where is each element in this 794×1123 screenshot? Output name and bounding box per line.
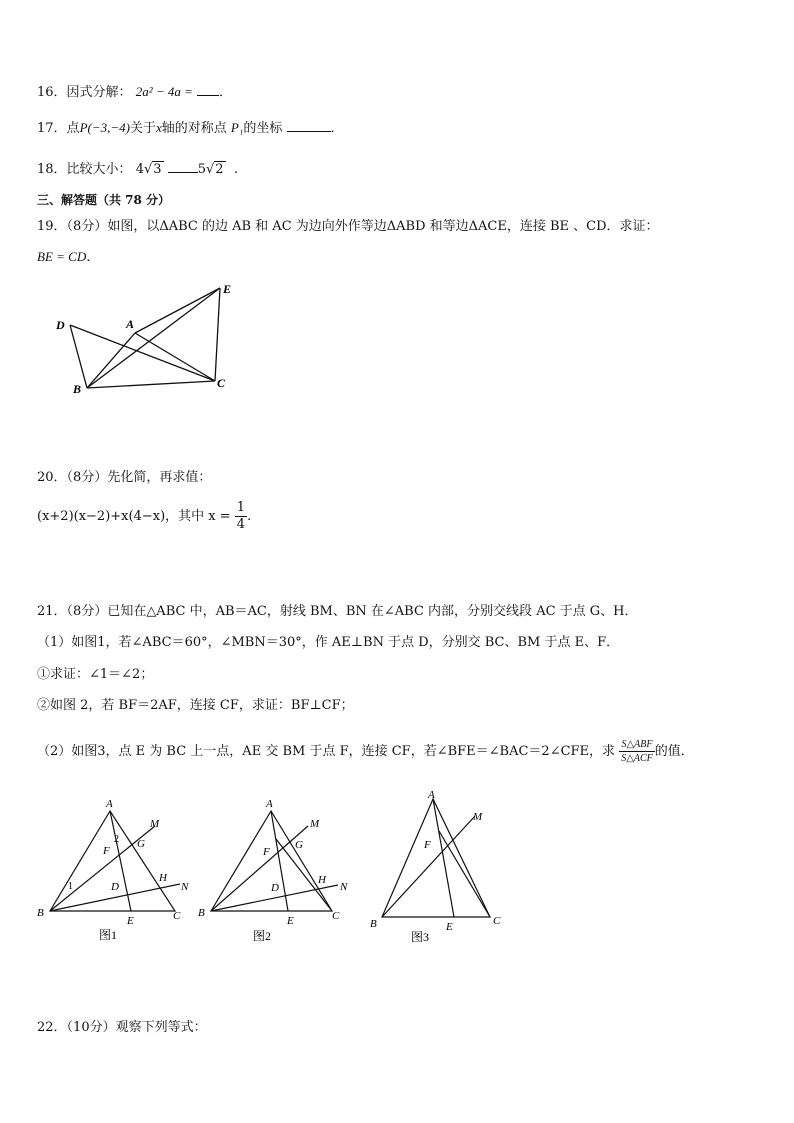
fig2-caption: 图2 (253, 929, 272, 943)
q18-left-coef: 4 (135, 162, 144, 177)
fig1-label-H: H (159, 872, 167, 884)
fig1-label-D: D (111, 881, 119, 893)
q19-line1: 19．（8分）如图，以ΔABC 的边 AB 和 AC 为边向外作等边ΔABD 和等边ΔACE，连接 BE 、CD．求证： (37, 219, 659, 234)
fig2-label-N: N (340, 881, 348, 893)
fig2-label-C: C (332, 910, 340, 922)
fig3-label-F: F (424, 839, 431, 851)
q18-end: . (233, 162, 238, 177)
q21-figure-2 (196, 792, 362, 947)
q19-figure (50, 280, 250, 400)
q17-number: 17． (37, 121, 67, 136)
fig1-label-A: A (106, 798, 113, 810)
fig1-label-C: C (173, 910, 181, 922)
q21-line3: ①求证：∠1＝∠2； (37, 667, 154, 682)
fig3-caption: 图3 (411, 930, 430, 944)
q18-right-radicand: 2 (215, 162, 224, 177)
q17-mid2: 轴的对称点 (161, 121, 227, 136)
fig1-angle-1: 1 (68, 881, 73, 892)
q18-answer-blank (168, 160, 198, 173)
q21-line4: ②如图 2，若 BF＝2AF，连接 CF，求证：BF⊥CF； (37, 698, 354, 713)
q17-mid: 关于 (129, 121, 156, 136)
q21-line1: 21．（8分）已知在△ABC 中，AB＝AC，射线 BM、BN 在∠ABC 内部，分别交线段 AC 于点 G、H． (37, 604, 638, 619)
fig3-label-B: B (370, 918, 377, 930)
q19-label-A: A (126, 317, 135, 331)
q19-line2: BE = CD． (37, 249, 100, 264)
fig2-label-D: D (271, 882, 279, 894)
question-17: 17．点P(−3,−4)关于x轴的对称点 P₁的坐标 ． (37, 120, 344, 136)
fig1-caption: 图1 (99, 928, 118, 942)
q20-line2 (37, 497, 251, 537)
q19-label-C: C (217, 376, 226, 390)
question-16: 16．因式分解： 2a² − 4a = ． (37, 84, 233, 100)
q17-post: 的坐标 (243, 121, 283, 136)
q20-line1: 20．（8分）先化简，再求值： (37, 470, 212, 485)
fig2-label-F: F (263, 846, 270, 858)
q21-figure-3 (366, 782, 516, 947)
q19-label-E: E (223, 282, 232, 296)
fig1-label-B: B (37, 907, 44, 919)
q17-axis: x (155, 120, 162, 135)
fig1-angle-2: 2 (114, 834, 119, 845)
q16-text: 因式分解： (66, 85, 132, 100)
q18-number: 18． (37, 162, 67, 177)
q21-figure-1 (34, 792, 200, 947)
fig1-label-N: N (181, 881, 189, 893)
q17-pre: 点 (66, 121, 80, 136)
q22-line1: 22．（10分）观察下列等式： (37, 1020, 207, 1035)
question-18: 18．比较大小： 4√3 5√2 . (37, 162, 238, 177)
fig2-label-E: E (287, 915, 294, 927)
q20-expression: (x+2)(x−2)+x(4−x)，其中 x = (37, 509, 231, 524)
fig2-label-G: G (295, 839, 303, 851)
fig2-label-A: A (266, 798, 273, 810)
q17-p1: P₁ (230, 120, 244, 135)
q16-answer-blank (197, 83, 219, 96)
fig1-label-E: E (127, 915, 134, 927)
q21-line5 (37, 732, 694, 772)
q18-right-coef: 5 (197, 162, 206, 177)
q18-left-radicand: 3 (153, 162, 162, 177)
q21-line5-pre: （2）如图3，点 E 为 BC 上一点，AE 交 BM 于点 F，连接 CF，若∠BFE＝∠BAC＝2∠CFE，求 (37, 744, 616, 759)
q19-label-B: B (73, 382, 82, 396)
q19-label-D: D (56, 318, 65, 332)
fig1-label-M: M (150, 818, 160, 830)
fig3-label-E: E (446, 921, 453, 933)
q18-text: 比较大小： (66, 162, 132, 177)
q21-line2: （1）如图1，若∠ABC＝60°，∠MBN＝30°，作 AE⊥BN 于点 D，分别交 BC、BM 于点 E、F． (37, 635, 620, 650)
q16-expression: 2a² − 4a = (135, 84, 193, 99)
fig3-label-M: M (473, 811, 483, 823)
q20-frac-denominator: 4 (236, 517, 246, 532)
q16-number: 16． (37, 85, 67, 100)
section-3-title: 三、解答题（共 78 分） (37, 193, 171, 207)
fig3-label-A: A (428, 789, 435, 801)
q21-ratio (619, 738, 655, 765)
q21-ratio-denominator: S△ACF (621, 753, 653, 764)
q17-answer-blank (287, 119, 331, 132)
fig2-label-B: B (198, 907, 205, 919)
q20-end: . (247, 509, 252, 524)
fig2-label-H: H (318, 874, 326, 886)
fig2-label-M: M (310, 818, 320, 830)
fig3-label-C: C (493, 915, 501, 927)
q20-frac-numerator: 1 (236, 500, 246, 515)
fig1-label-G: G (137, 838, 145, 850)
fig1-label-F: F (103, 845, 110, 857)
q21-ratio-numerator: S△ABF (621, 739, 653, 750)
q21-line5-post: 的值． (654, 744, 694, 759)
q17-point: P(−3,−4) (79, 120, 130, 135)
q20-fraction (235, 500, 247, 533)
